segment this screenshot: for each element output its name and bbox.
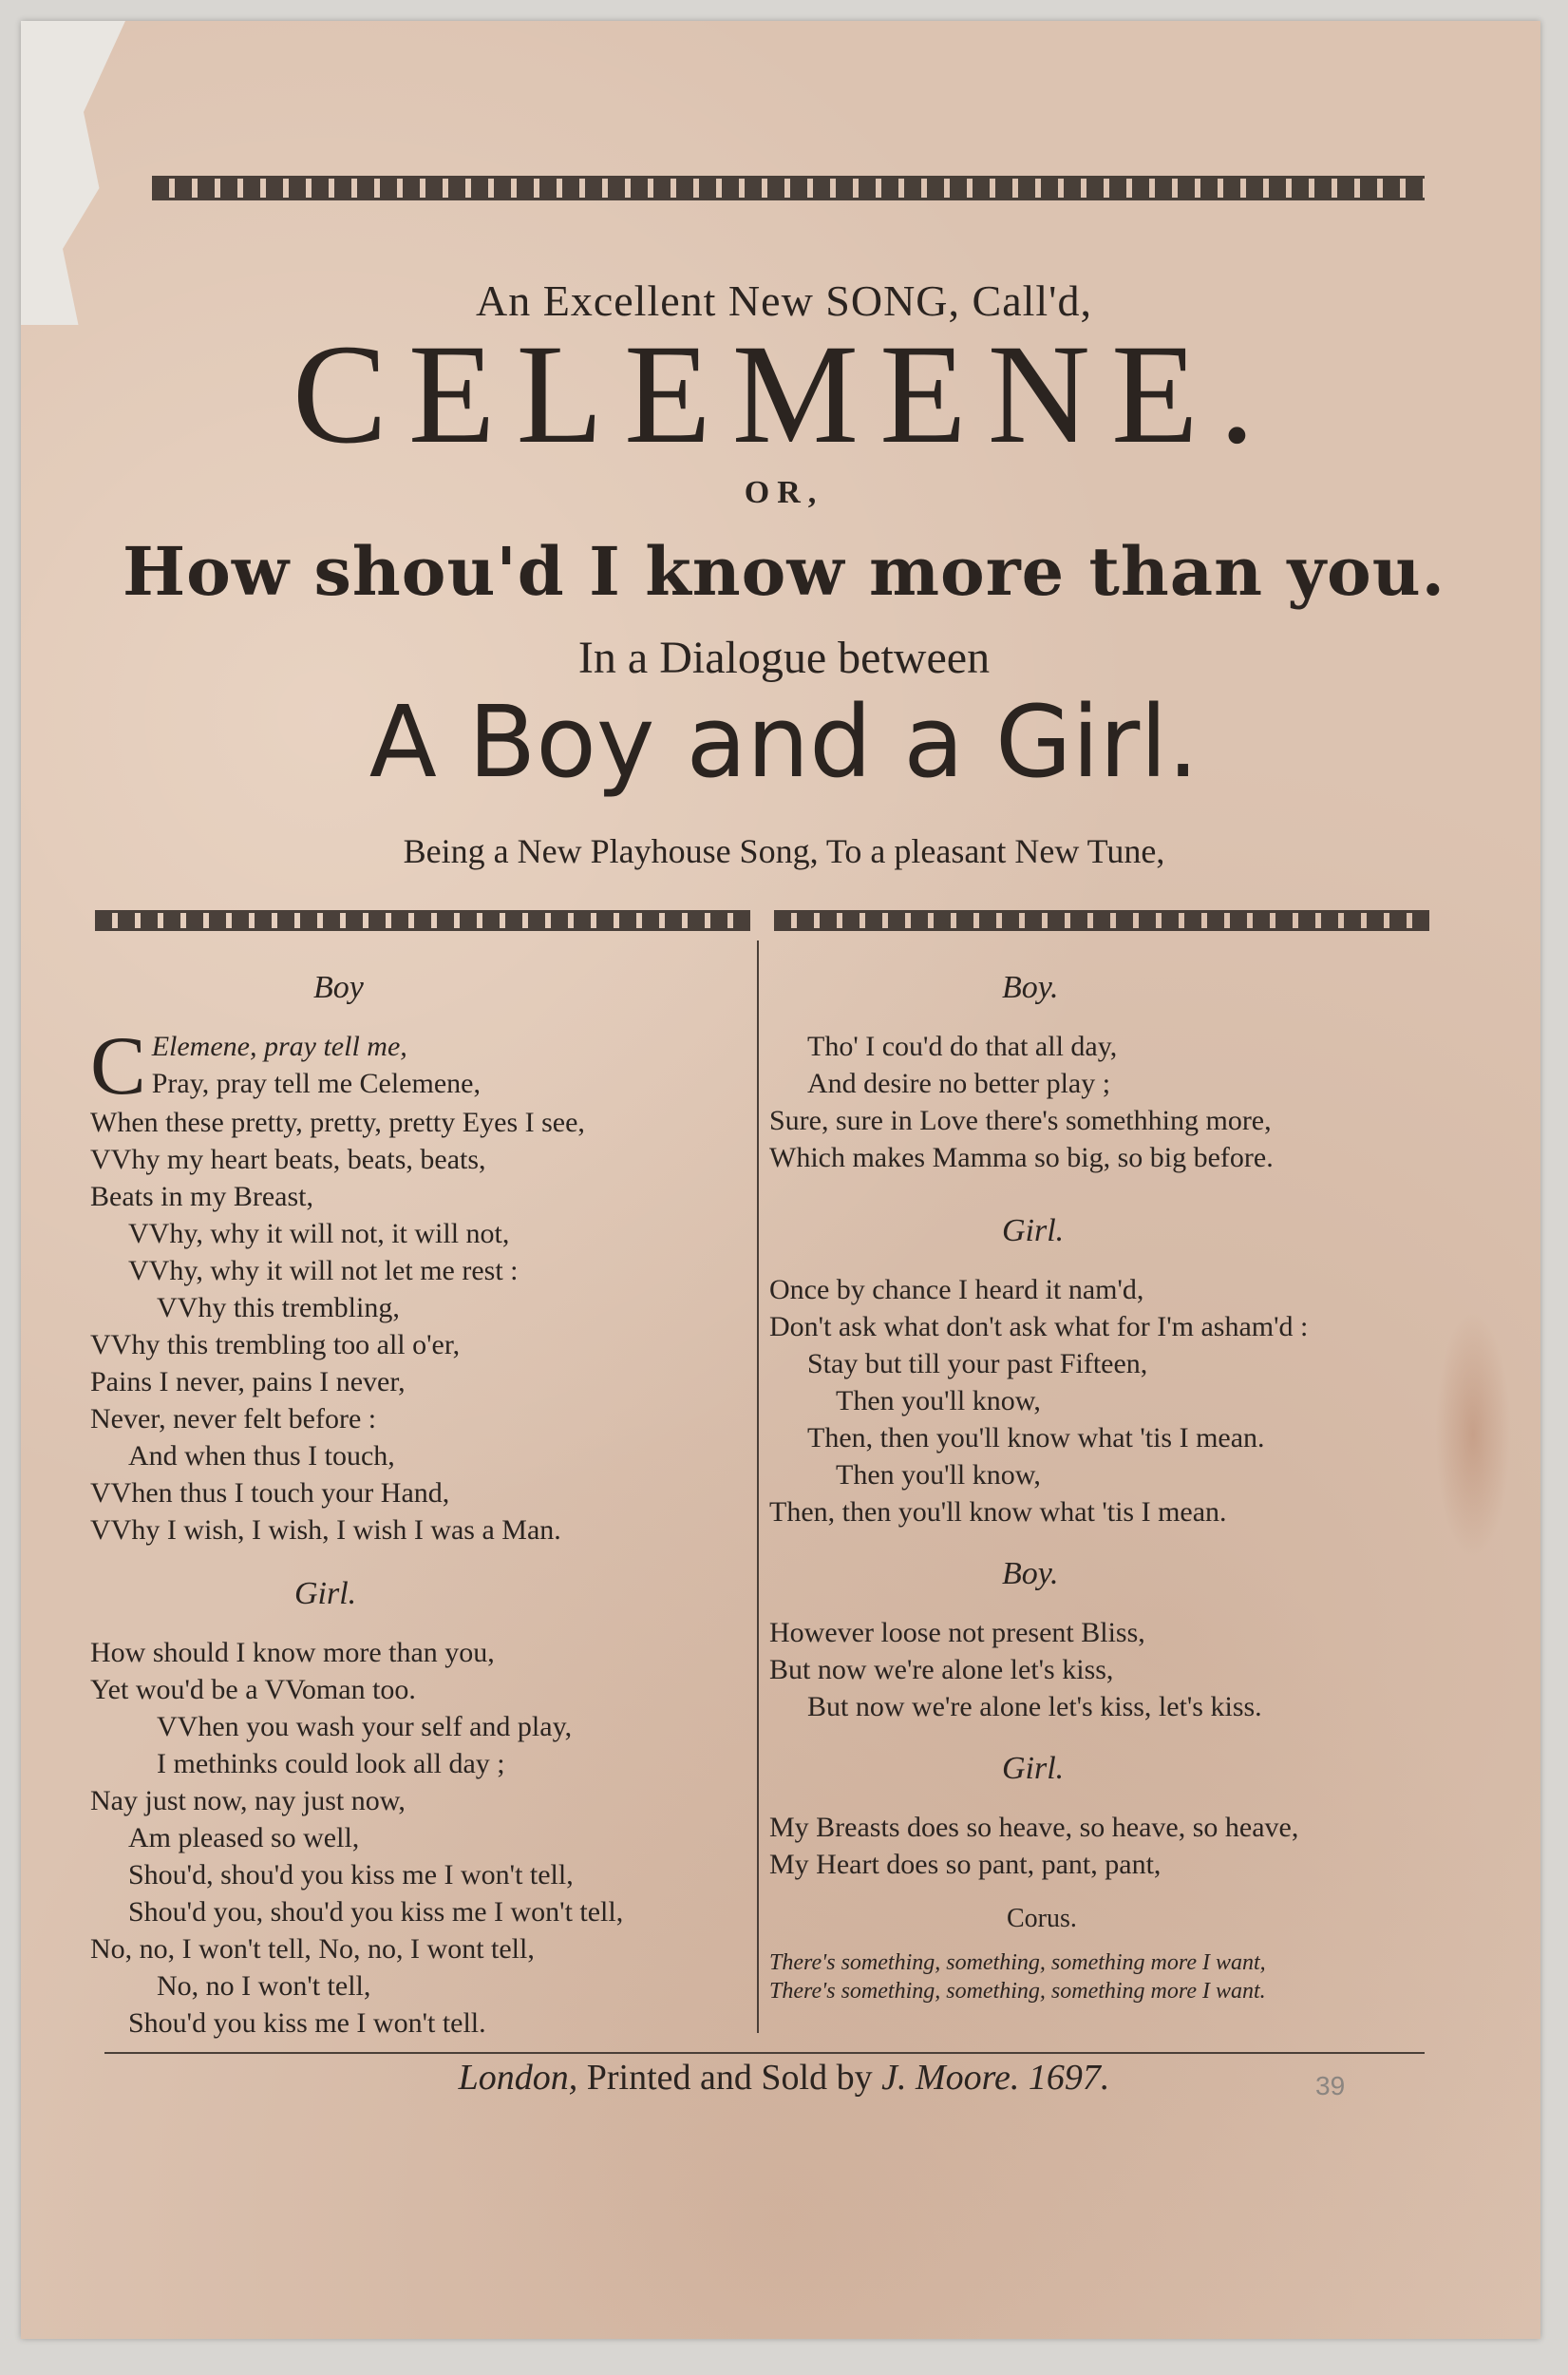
verse-line: Shou'd you, shou'd you kiss me I won't tell, [128,1896,624,1928]
verse-line: Then you'll know, [836,1459,1041,1491]
speaker-boy: Boy. [1002,970,1059,1005]
imprint-text: Printed and Sold by [586,2058,873,2098]
chorus-line: There's something, something, something more I want. [769,1979,1266,2004]
verse-line: I methinks could look all day ; [157,1748,505,1779]
verse-line: VVhy I wish, I wish, I wish I was a Man. [90,1514,561,1546]
verse-line: However loose not present Bliss, [769,1617,1145,1648]
verse-line: Don't ask what don't ask what for I'm asham'd : [769,1311,1309,1342]
verse-line: Yet wou'd be a VVoman too. [90,1674,416,1705]
verse-line: Shou'd you kiss me I won't tell. [128,2007,486,2039]
right-column-ornament [774,910,1429,931]
stanza-girl [90,1634,746,2042]
verse-line: When these pretty, pretty, pretty Eyes I see, [90,1107,585,1138]
alternate-title: How shou'd I know more than you. [123,532,1445,611]
chorus-label: Corus. [1007,1904,1077,1933]
verse-line: Then, then you'll know what 'tis I mean. [807,1422,1265,1454]
speaker-girl: Girl. [1002,1751,1065,1786]
verse-line: And when thus I touch, [128,1440,395,1472]
pencil-annotation: 39 [1315,2071,1346,2100]
verse-line: VVhen thus I touch your Hand, [90,1477,450,1509]
imprint-year: 1697. [1028,2058,1110,2098]
verse-line: Tho' I cou'd do that all day, [807,1031,1118,1062]
title-intro: An Excellent New SONG, Call'd, [476,276,1092,325]
left-column [90,969,746,2042]
verse-line: Pray, pray tell me Celemene, [151,1068,481,1099]
song-title: CELEMENE. [292,315,1276,473]
title-or: OR, [744,475,824,510]
paper-stain [1435,1311,1511,1558]
speaker-girl: Girl. [1002,1213,1065,1248]
verse-line: VVhy this trembling, [157,1292,400,1323]
top-ornament-border [152,176,1425,200]
stanza-boy [769,1614,1444,1725]
verse-line: But now we're alone let's kiss, [769,1654,1114,1685]
left-column-ornament [95,910,750,931]
verse-line: Pains I never, pains I never, [90,1366,406,1397]
verse-line: No, no I won't tell, [157,1970,371,2002]
verse-line: Am pleased so well, [128,1822,360,1853]
verse-line: VVhy this trembling too all o'er, [90,1329,461,1360]
right-column [769,969,1444,2005]
stanza-girl [769,1809,1444,1883]
verse-line: VVhy my heart beats, beats, beats, [90,1144,486,1175]
verse-line: Elemene, pray tell me, [151,1031,407,1062]
stanza-boy [769,1028,1444,1176]
dropcap: C [90,1020,146,1112]
verse-line: No, no, I won't tell, No, no, I wont tell, [90,1933,535,1965]
stanza-girl [769,1271,1444,1530]
verse-line: Beats in my Breast, [90,1181,313,1212]
bottom-rule [104,2052,1425,2054]
stanza-boy [90,1020,746,1548]
imprint-printer: J. Moore. [881,2058,1020,2098]
verse-line: Once by chance I heard it nam'd, [769,1274,1144,1305]
speaker-girl: Girl. [294,1576,357,1611]
speaker-boy: Boy [313,970,364,1005]
verse-line: VVhy, why it will not let me rest : [128,1255,519,1286]
tune-line: Being a New Playhouse Song, To a pleasant New Tune, [403,832,1165,870]
verse-line: But now we're alone let's kiss, let's kiss. [807,1691,1262,1722]
speaker-boy: Boy. [1002,1556,1059,1591]
verse-line: Shou'd, shou'd you kiss me I won't tell, [128,1859,574,1890]
verse-line: VVhy, why it will not, it will not, [128,1218,510,1249]
characters-heading: A Boy and a Girl. [368,684,1200,800]
verse-line: Stay but till your past Fifteen, [807,1348,1148,1379]
verse-line: My Heart does so pant, pant, pant, [769,1849,1162,1880]
verse-line: My Breasts does so heave, so heave, so heave, [769,1812,1299,1843]
dialogue-line: In a Dialogue between [577,633,991,683]
verse-line: Nay just now, nay just now, [90,1785,406,1816]
verse-line: Then, then you'll know what 'tis I mean. [769,1496,1227,1528]
chorus [769,1948,1444,2005]
verse-line: How should I know more than you, [90,1637,495,1668]
imprint-place: London, [458,2058,578,2098]
chorus-line: There's something, something, something more I want, [769,1950,1266,1975]
verse-line: VVhen you wash your self and play, [157,1711,573,1742]
verse-line: Sure, sure in Love there's somethhing more, [769,1105,1272,1136]
column-divider [757,940,759,2033]
verse-line: And desire no better play ; [807,1068,1111,1099]
verse-line: Never, never felt before : [90,1403,377,1434]
verse-line: Which makes Mamma so big, so big before. [769,1142,1274,1173]
verse-line: Then you'll know, [836,1385,1041,1416]
